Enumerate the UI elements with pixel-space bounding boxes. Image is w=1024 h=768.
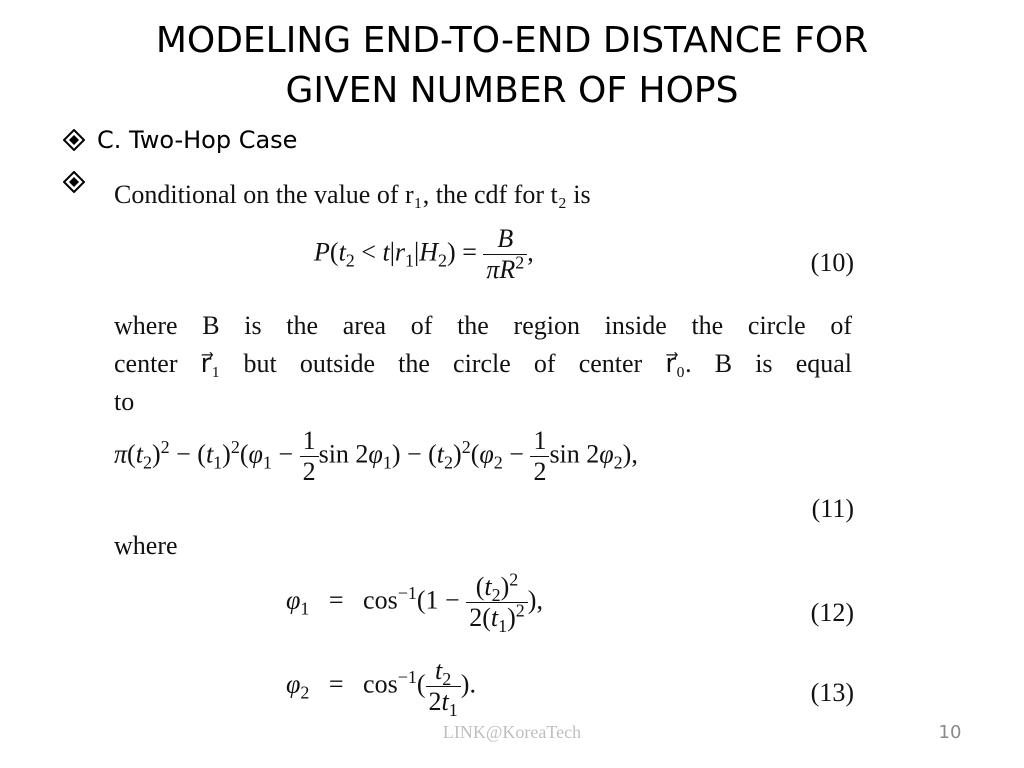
paragraph-where-b-line-1: where B is the area of the region inside the circle of [114,311,852,340]
bullet-label: C. Two-Hop Case [97,126,298,154]
paragraph-conditional: Conditional on the value of r₁, the cdf for t₂ is [114,180,591,209]
bullet-item-case [63,126,297,154]
paragraph-where: where [114,531,178,560]
paragraph-where-b-line-2: center r⃗₁ but outside the circle of center r⃗₀. B is equal [114,349,852,378]
diamond-bullet-icon [63,171,85,193]
equation-number-13: (13) [810,678,854,707]
paragraph-where-b-line-3: to [114,387,135,416]
slide-title [0,16,1024,116]
footer-text: LINK@KoreaTech [442,722,582,742]
page-number: 10 [938,722,962,743]
equation-12: $\varphi_1 = \cos^{-1}(1$ − $\frac{(t_2)^2}{2(t_1)^2}$ ), [286,569,543,637]
title-line-1: MODELING END-TO-END DISTANCE FOR [155,20,869,61]
diamond-bullet-icon [63,129,85,151]
title-line-2: GIVEN NUMBER OF HOPS [285,70,739,111]
bullet-item-content [63,168,85,196]
equation-10: $P(t_2 < t|r_1|H_2)$ = $\frac{B}{\pi R^2}$ , [314,224,534,284]
equation-number-10: (10) [810,248,854,277]
equation-13: $\varphi_2 = \cos^{-1}$( $\frac{t_2}{2t_1}$ ). [286,656,476,721]
equation-number-11: (11) [811,494,854,523]
equation-number-12: (12) [810,598,854,627]
equation-11: $\pi(t_2)^2 - (t_1)^2(\varphi_1$ − $\frac{1}{2}$ $\sin 2\varphi_1) - (t_2)^2(\varphi_2$ − $\frac{1}{2}$ $\sin 2\varphi_2$), [114,426,638,486]
